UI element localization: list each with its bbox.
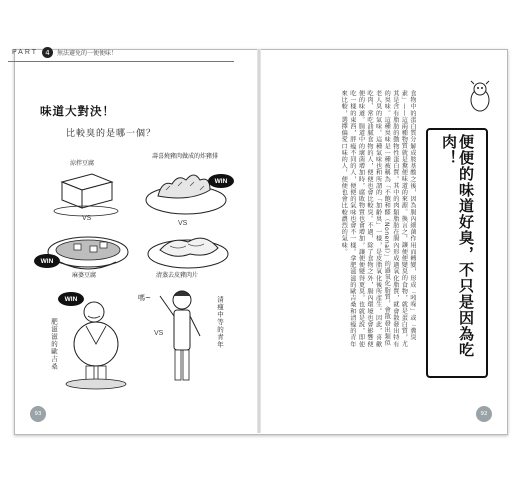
heading-banner-text: 便便的味道好臭，不只是因為吃肉！ [440,134,475,358]
fat-man-illustration [66,302,126,389]
page-subtitle: 比較臭的是哪一個？ [66,129,157,139]
fat-man-label: 肥滋滋的歐吉桑 [50,318,58,371]
mascot-icon [466,80,494,114]
sukiyaki-label: 壽喜燒豬肉做成的炸豬排 [152,153,219,160]
speech-bubble: 嗎~ [138,294,151,302]
slim-man-label: 清瘦中等的青年 [216,296,224,349]
win-badge-bottom-left: WIN [58,292,84,306]
win-badge-mid-left: WIN [34,254,60,268]
section-title: 無法避免的一便便味！ [57,50,118,57]
left-page-number: 93 [30,406,46,422]
vs-label-people: VS [154,330,164,337]
steamed-pork-illustration [148,238,228,268]
part-label: PART [12,49,39,56]
right-page-number: 92 [476,406,492,422]
mapo-label: 麻婆豆腐 [72,272,97,279]
win-badge-top-right: WIN [208,174,234,188]
slim-man-illustration [160,291,200,380]
body-text: 食物中的蛋白質分解成胺基酸之後，因為腸內細菌作用而轉變，形成「吲哚」或「糞臭素」——這兩種物質就是糞便味道的來源。換言之，讓便便變臭的食物，就是蛋白質，尤其是含有脂肪的動物性蛋白質。其中的肉類脂肪在腸內形成過氧化脂質，就會散發出特有的臭味。這種臭味是一種被稱為「不飽和醛（Nonenal）」的過氧化脂質，會散發出類似老人臭的氣味。這種氣味也和所謂的「加齡臭」一樣，是皮脂氧化後所產生。因此，喜歡吃肉、常吃油膩食物的人，便便也會比較臭。不過，除了食物之外，腸內環境也會影響便便的味道。腸道中的壞菌增加時，腐敗物質也會增加，讓便便變得更臭。也就是說，即使吃一樣的東西，胖瘦不同的人，便便的氣味也會不一樣。拿肥滋滋的歐吉桑和清瘦的青年來比較，選擇偏愛口味的人，便便也會比較濃烈的氣味。 [340,90,416,348]
mapo-tofu-illustration [48,237,128,269]
page-title: 味道大對決！ [40,104,115,118]
vs-label-left: VS [82,215,92,222]
part-number-badge: 4 [42,47,53,58]
pork-label: 清蒸去皮豬肉片 [156,272,199,279]
tofu-label: 涼拌豆腐 [70,160,95,167]
vs-label-right: VS [178,220,188,227]
tofu-illustration [54,174,118,216]
